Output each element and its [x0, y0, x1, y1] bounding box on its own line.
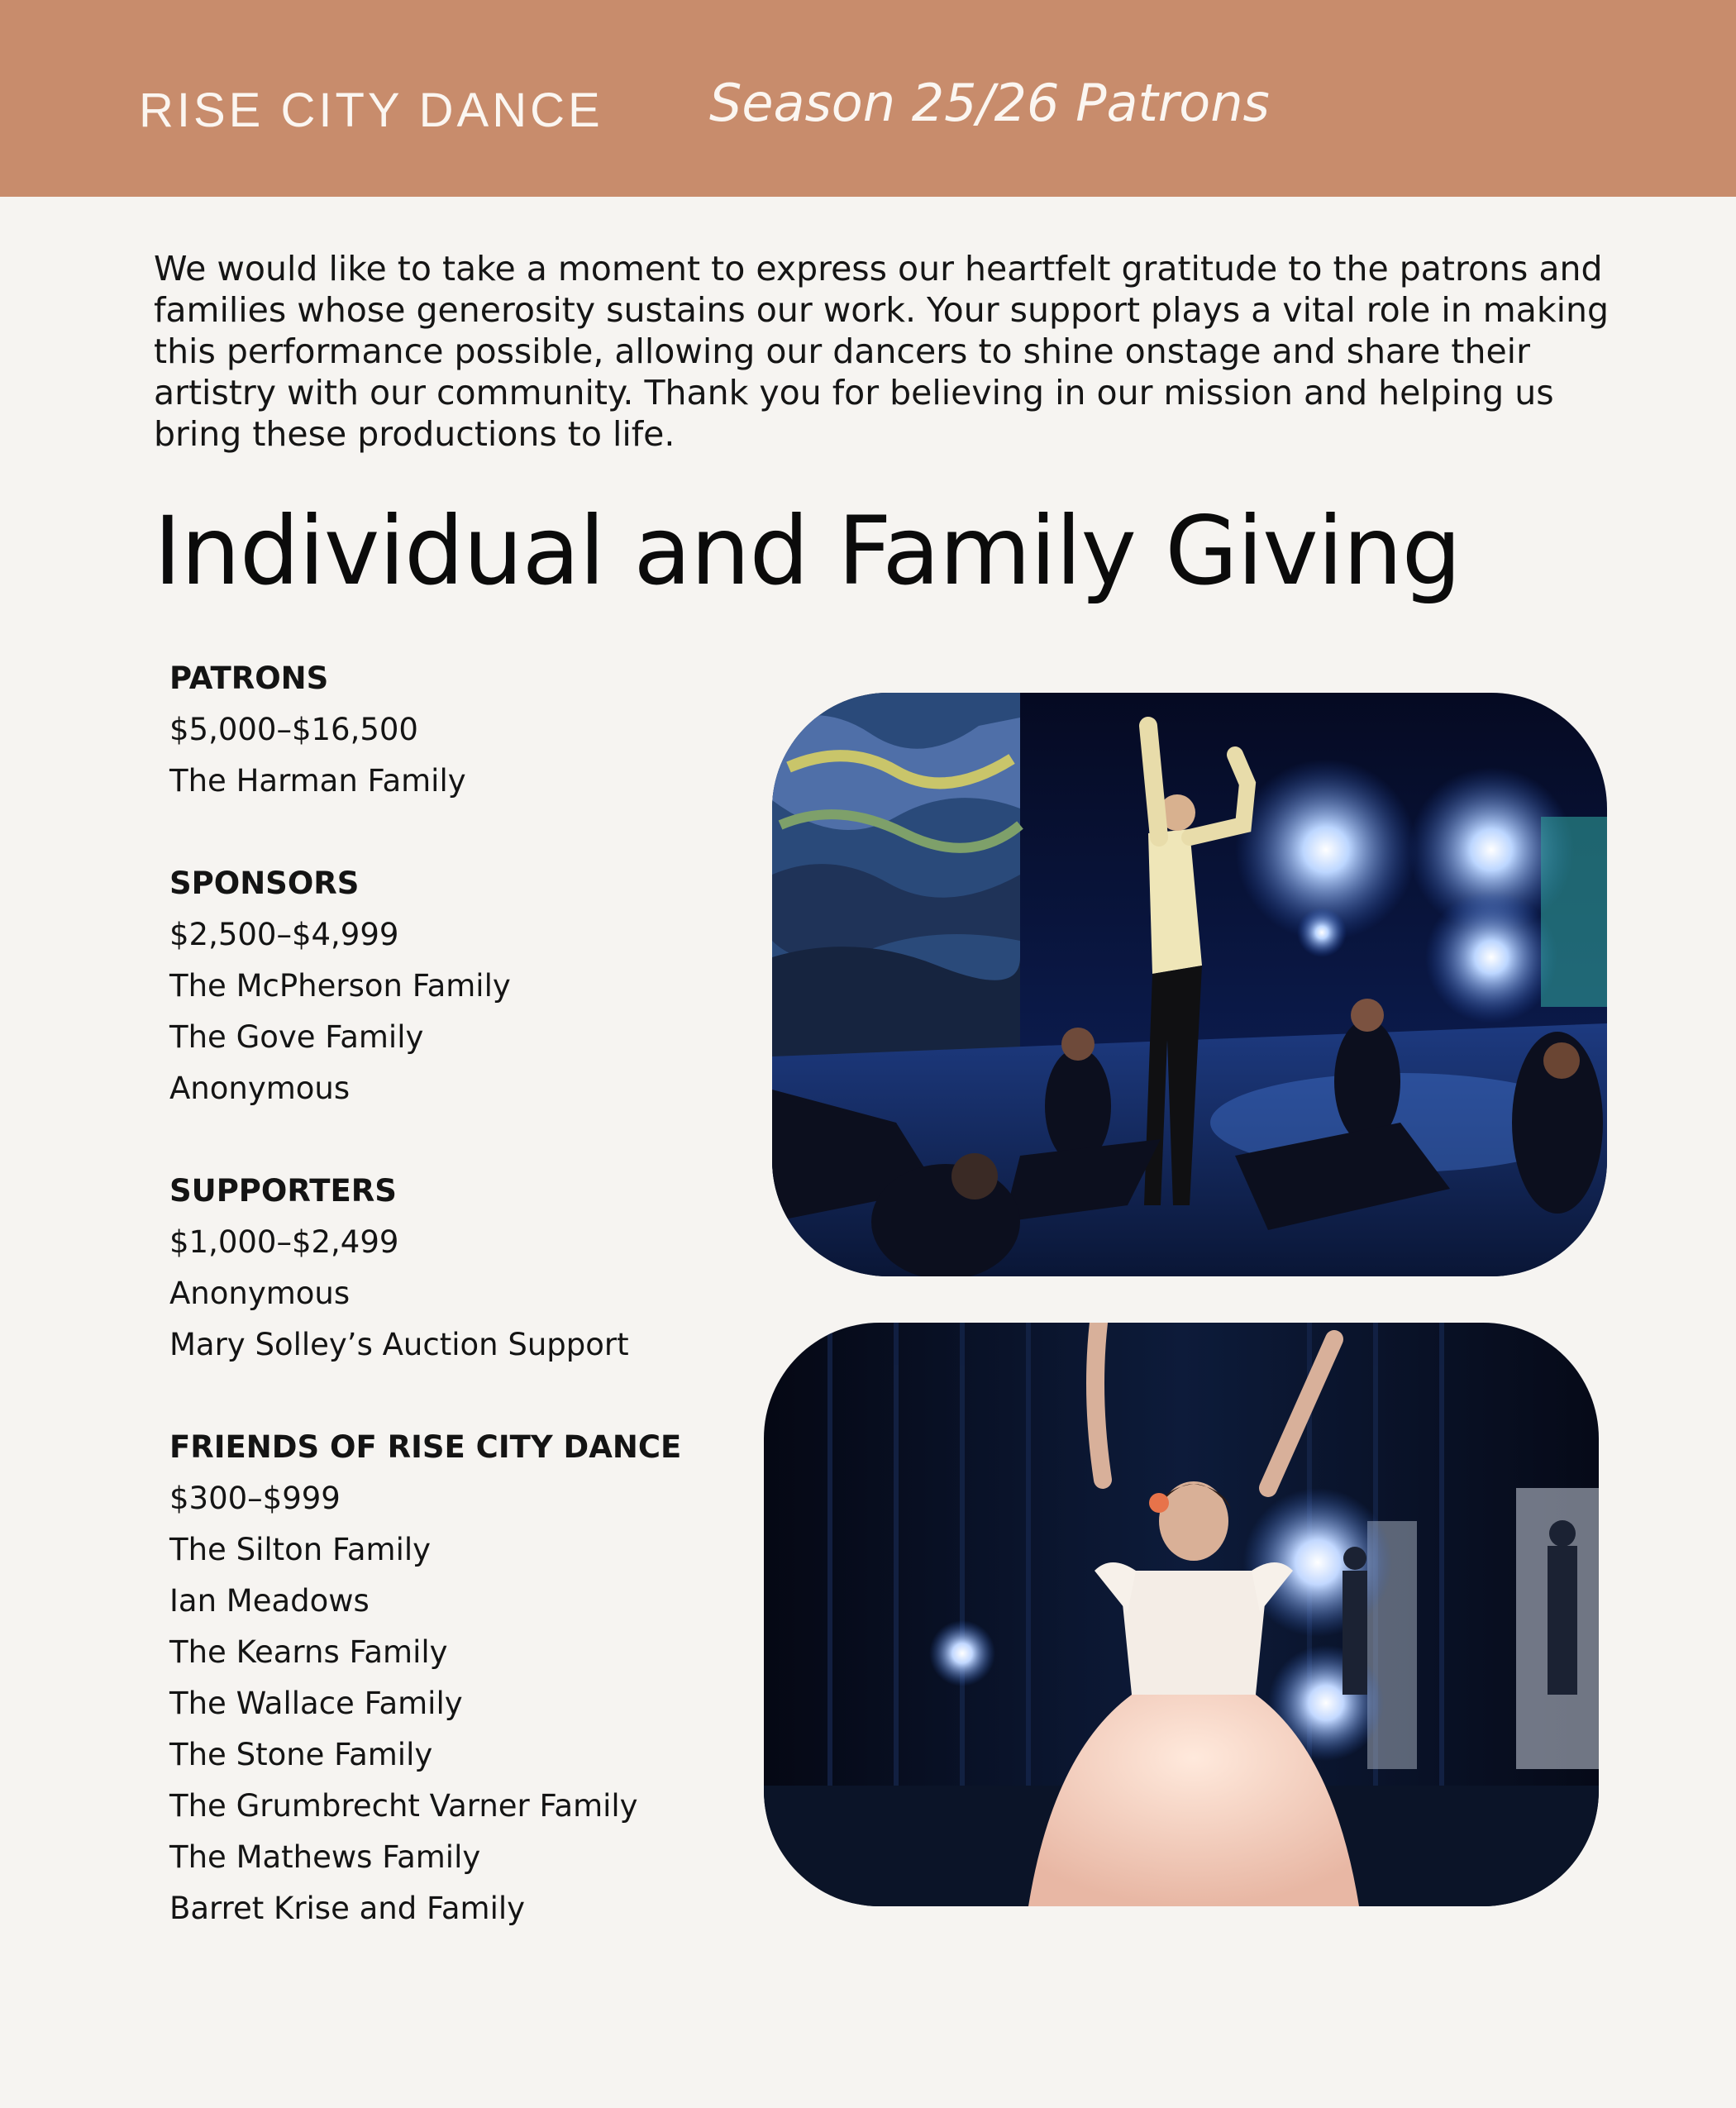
donor-name: The Kearns Family — [169, 1634, 448, 1670]
tier-sponsors — [169, 858, 748, 1114]
donor-name: The Stone Family — [169, 1737, 433, 1772]
header-banner — [0, 0, 1736, 197]
donor-name: Barret Krise and Family — [169, 1891, 526, 1926]
tier-heading: FRIENDS OF RISE CITY DANCE — [169, 1429, 682, 1465]
donor-name: The McPherson Family — [169, 968, 511, 1004]
tier-friends — [169, 1422, 748, 1934]
donor-name: The Grumbrecht Varner Family — [169, 1788, 638, 1824]
donor-name: Anonymous — [169, 1276, 351, 1311]
tier-supporters — [169, 1166, 748, 1371]
section-title: Individual and Family Giving — [154, 496, 1461, 606]
donor-name: The Gove Family — [169, 1019, 424, 1055]
dancers-group-photo — [772, 693, 1607, 1276]
tier-range: $5,000–$16,500 — [169, 712, 418, 747]
tier-range: $300–$999 — [169, 1481, 341, 1516]
tier-heading: PATRONS — [169, 661, 329, 696]
donor-name: The Mathews Family — [169, 1839, 481, 1875]
tier-heading: SUPPORTERS — [169, 1173, 397, 1209]
tier-range: $1,000–$2,499 — [169, 1224, 399, 1260]
donor-name: Ian Meadows — [169, 1583, 370, 1619]
donor-name: The Wallace Family — [169, 1686, 463, 1721]
brand-logo-text: RISE CITY DANCE — [139, 83, 603, 137]
donor-name: The Harman Family — [169, 763, 466, 799]
giving-tiers-list — [169, 653, 748, 1986]
tier-heading: SPONSORS — [169, 866, 360, 901]
tier-range: $2,500–$4,999 — [169, 917, 399, 952]
intro-paragraph: We would like to take a moment to express our heartfelt gratitude to the patrons and families whose generosity sustains our work. Your support plays a vital role in making this performance possible, allowing our dancers to shine onstage and share their artistry with our community. Thank you for believing in our mission and helping us bring these productions to life. — [154, 249, 1609, 454]
donor-name: Mary Solley’s Auction Support — [169, 1327, 629, 1362]
donor-name: Anonymous — [169, 1071, 351, 1106]
donor-name: The Silton Family — [169, 1532, 432, 1567]
ballerina-photo — [764, 1323, 1599, 1906]
tier-patrons — [169, 653, 748, 807]
page-subtitle: Season 25/26 Patrons — [709, 73, 1270, 133]
